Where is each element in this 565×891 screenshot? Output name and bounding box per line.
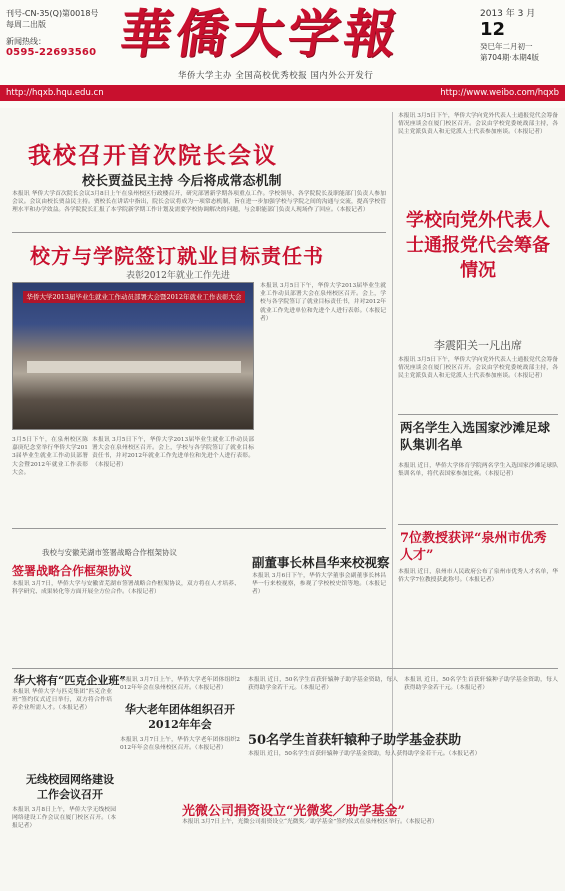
side-top-headline: 学校向党外代表人士通报党代会筹备情况 <box>406 210 550 281</box>
strategic-headline: 签署战略合作框架协议 <box>12 564 133 578</box>
issue-number: 第704期·本期4版 <box>480 53 539 62</box>
website-link[interactable]: http://hqxb.hqu.edu.cn <box>6 88 104 98</box>
photo-table <box>27 361 241 373</box>
wireless-body: 本报讯 3月8日上午，华侨大学无线校园网络建设工作会议在厦门校区召开。（本报记者） <box>12 807 116 830</box>
hotline-number: 0595-22693560 <box>6 47 97 58</box>
masthead-slogan: 华侨大学主办 全国高校优秀校报 国内外公开发行 <box>178 71 374 81</box>
employment-body-b: 本报讯 3月5日下午，华侨大学2013届毕业生就业工作动员部署大会在泉州校区召开。会上，学校与各学院签订了就业目标责任书，并对2012年就业工作先进单位和先进个人进行表彰。（本报记者） <box>260 283 386 322</box>
employment-kicker: 表彰2012年就业工作先进 <box>126 271 230 281</box>
vice-mayor-headline: 副董事长林昌华来校视察 <box>252 555 390 570</box>
newspaper-logo: 華僑大学報 <box>115 4 405 65</box>
teachers-body: 本报讯 近日，泉州市人民政府公布了泉州市优秀人才名单，华侨大学7位教授获此称号。（本报记者） <box>398 569 558 584</box>
issue-date: 2013 年 3 月 <box>480 9 536 19</box>
hotline-label: 新闻热线： <box>6 37 46 46</box>
side-top-body: 本报讯 3月5日下午，华侨大学向党外代表人士通报党代会筹备情况座谈会在厦门校区召开。会议由学校党委统战部主持，各民主党派负责人和无党派人士代表参加座谈。（本报记者） <box>398 113 558 136</box>
vice-mayor-body: 本报讯 3月6日下午，华侨大学董事会副董事长林昌华一行来校视察，参观了学校校史馆等地。（本报记者） <box>252 573 386 596</box>
masthead-right-meta <box>480 6 562 63</box>
divider <box>12 232 386 233</box>
teachers-headline: 7位教授获评“泉州市优秀人才” <box>400 531 547 563</box>
weibo-link[interactable]: http://www.weibo.com/hqxb <box>440 88 559 98</box>
masthead-left-meta <box>6 8 98 58</box>
strategic-kicker: 我校与安徽芜湖市签署战略合作框架协议 <box>42 548 177 557</box>
lead-headline: 我校召开首次院长会议 <box>28 142 278 169</box>
scholarship-body-bottom: 本报讯 近日，50名学生首获轩辕种子助学基金资助，每人获得助学金若干元。（本报记者） <box>248 751 481 757</box>
publication-schedule: 每周二出版 <box>6 20 46 29</box>
football-body: 本报讯 近日，华侨大学体育学院两名学生入选国家沙滩足球队集训名单，将代表国家参加比赛。（本报记者） <box>398 463 558 478</box>
employment-caption: 3月5日下午，在泉州校区陈嘉庚纪念堂举行华侨大学2013届毕业生就业工作动员部署大会暨2012年就业工作表彰大会。 <box>12 437 88 476</box>
huadaxue-body: 本报讯 华侨大学与匹克集团“匹克企业班”签约仪式近日举行，双方将合作培养企业所需人才。（本报记者） <box>12 689 112 712</box>
lead-body: 本报讯 华侨大学首次院长会议3月8日上午在泉州校区行政楼召开，研究部署新学期各项重点工作。学校领导、各学院院长及职能部门负责人参加会议。会议由校长贾益民主持。贾校长在讲话中指出，院长会议将成为一项常态机制，旨在进一步加强学校与学院之间的沟通与交流，提高学校管理水平和办学效益。各学院院长汇报了本学院新学期工作计划及需要学校协调解决的问题，与会职能部门负责人现场作了回应。（本报记者） <box>12 191 386 214</box>
football-headline: 两名学生入选国家沙滩足球队集训名单 <box>400 420 551 452</box>
guangwei-headline: 光微公司捐资设立“光微奖／助学基金” <box>182 804 405 819</box>
lead-subhead: 校长贾益民主持 今后将成常态机制 <box>82 174 282 189</box>
side-top-byline: 李震阳关一凡出席 <box>434 339 522 352</box>
side-top-body-more: 本报讯 3月5日下午，华侨大学向党外代表人士通报党代会筹备情况座谈会在厦门校区召开。会议由学校党委统战部主持，各民主党派负责人和无党派人士代表参加座谈。（本报记者） <box>398 357 558 380</box>
divider <box>12 528 386 529</box>
huadaxue-headline: 华大将有“匹克企业班” <box>14 674 126 687</box>
issue-day: 12 <box>480 19 506 40</box>
wireless-headline: 无线校园网络建设工作会议召开 <box>26 773 114 801</box>
strategic-body: 本报讯 3月7日，华侨大学与安徽省芜湖市签署战略合作框架协议，双方将在人才培养、科学研究、成果转化等方面开展全方位合作。（本报记者） <box>12 581 240 596</box>
divider <box>12 668 558 669</box>
employment-body-a: 本报讯 3月5日下午，华侨大学2013届毕业生就业工作动员部署大会在泉州校区召开。会上，学校与各学院签订了就业目标责任书，并对2012年就业工作先进单位和先进个人进行表彰。（本报记者） <box>92 437 254 468</box>
retirees-headline: 华大老年团体组织召开2012年年会 <box>125 703 235 731</box>
retirees-body: 本报讯 3月7日上午，华侨大学老年团体组织2012年年会在泉州校区召开。（本报记者） <box>120 677 240 692</box>
divider <box>398 414 558 415</box>
photo-banner: 华侨大学2013届毕业生就业工作动员部署大会暨2012年就业工作表彰大会 <box>23 291 245 303</box>
issn-text: 刊号-CN-35(Q)第0018号 <box>6 9 99 18</box>
divider <box>398 524 558 525</box>
lunar-date: 癸巳年二月初一 <box>480 42 533 51</box>
employment-photo <box>12 282 254 430</box>
employment-headline: 校方与学院签订就业目标责任书 <box>30 244 324 268</box>
scholarship-body: 本报讯 近日，50名学生首获轩辕种子助学基金资助，每人获得助学金若干元。（本报记者） <box>248 677 398 692</box>
url-bar <box>0 85 565 101</box>
scholarship-body-more: 本报讯 近日，50名学生首获轩辕种子助学基金资助，每人获得助学金若干元。（本报记者） <box>404 677 558 692</box>
retirees-body-more: 本报讯 3月7日上午，华侨大学老年团体组织2012年年会在泉州校区召开。（本报记者） <box>120 737 240 752</box>
scholarship-headline: 50名学生首获轩辕种子助学基金获助 <box>248 733 462 748</box>
guangwei-body: 本报讯 3月7日上午，光微公司捐资设立“光微奖／助学基金”签约仪式在泉州校区举行。（本报记者） <box>182 819 438 825</box>
